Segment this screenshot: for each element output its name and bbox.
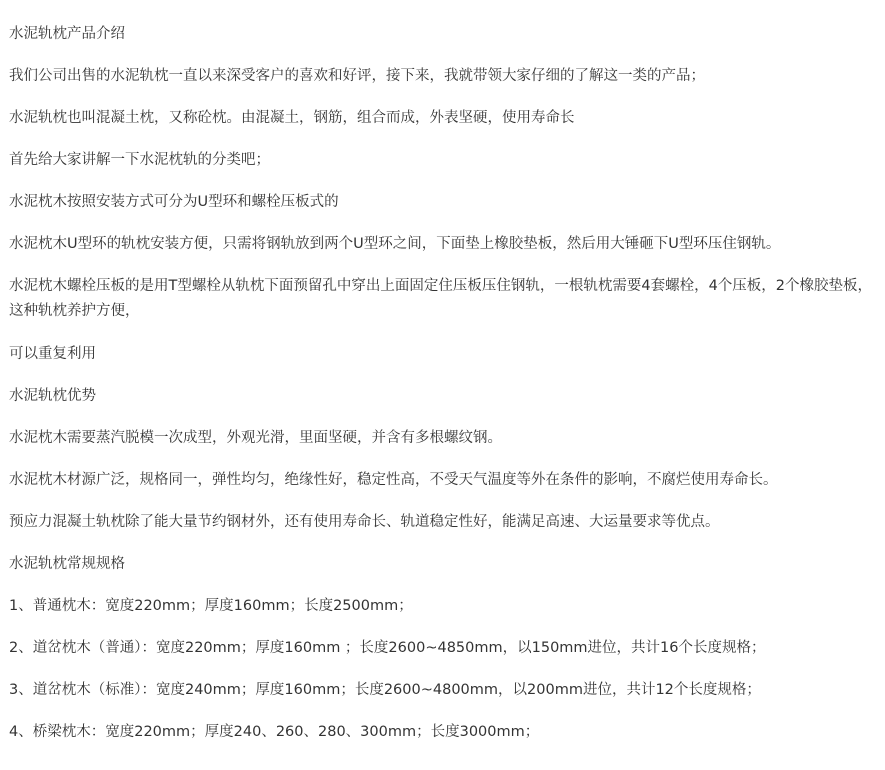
section-heading-advantages: 水泥轨枕优势 (9, 388, 96, 404)
spec-item-1: 1、普通枕木：宽度220mm；厚度160mm；长度2500mm； (9, 598, 413, 614)
paragraph-material-source: 水泥枕木材源广泛，规格同一，弹性均匀，绝缘性好，稳定性高，不受天气温度等外在条件的影响，不腐烂使用寿命长。 (9, 472, 778, 488)
article-title: 水泥轨枕产品介绍 (9, 26, 125, 42)
paragraph-steam-molding: 水泥枕木需要蒸汽脱模一次成型，外观光滑，里面坚硬，并含有多根螺纹钢。 (9, 430, 502, 446)
spec-item-4: 4、桥梁枕木：宽度220mm；厚度240、260、280、300mm；长度3000mm； (9, 724, 540, 740)
paragraph-definition: 水泥轨枕也叫混凝土枕，又称砼枕。由混凝土，钢筋，组合而成，外表坚硬，使用寿命长 (9, 110, 575, 126)
paragraph-reusable: 可以重复利用 (9, 346, 96, 362)
paragraph-intro: 我们公司出售的水泥轨枕一直以来深受客户的喜欢和好评，接下来，我就带领大家仔细的了解这一类的产品； (9, 68, 705, 84)
spec-item-3: 3、道岔枕木（标准）：宽度240mm；厚度160mm；长度2600~4800mm，以200mm进位，共计12个长度规格； (9, 682, 761, 698)
paragraph-installation-types: 水泥枕木按照安装方式可分为U型环和螺栓压板式的 (9, 194, 339, 210)
section-heading-specifications: 水泥轨枕常规规格 (9, 556, 125, 572)
paragraph-bolt-plate: 水泥枕木螺栓压板的是用T型螺栓从轨枕下面预留孔中穿出上面固定住压板压住钢轨，一根轨枕需要4套螺栓，4个压板，2个橡胶垫板，这种轨枕养护方便， (9, 278, 873, 319)
paragraph-classification-intro: 首先给大家讲解一下水泥枕轨的分类吧； (9, 152, 270, 168)
paragraph-prestressed: 预应力混凝土轨枕除了能大量节约钢材外，还有使用寿命长、轨道稳定性好，能满足高速、大运量要求等优点。 (9, 514, 720, 530)
paragraph-u-ring: 水泥枕木U型环的轨枕安装方便，只需将钢轨放到两个U型环之间，下面垫上橡胶垫板，然后用大锤砸下U型环压住钢轨。 (9, 236, 781, 252)
spec-item-2: 2、道岔枕木（普通）：宽度220mm；厚度160mm ；长度2600~4850mm，以150mm进位，共计16个长度规格； (9, 640, 766, 656)
